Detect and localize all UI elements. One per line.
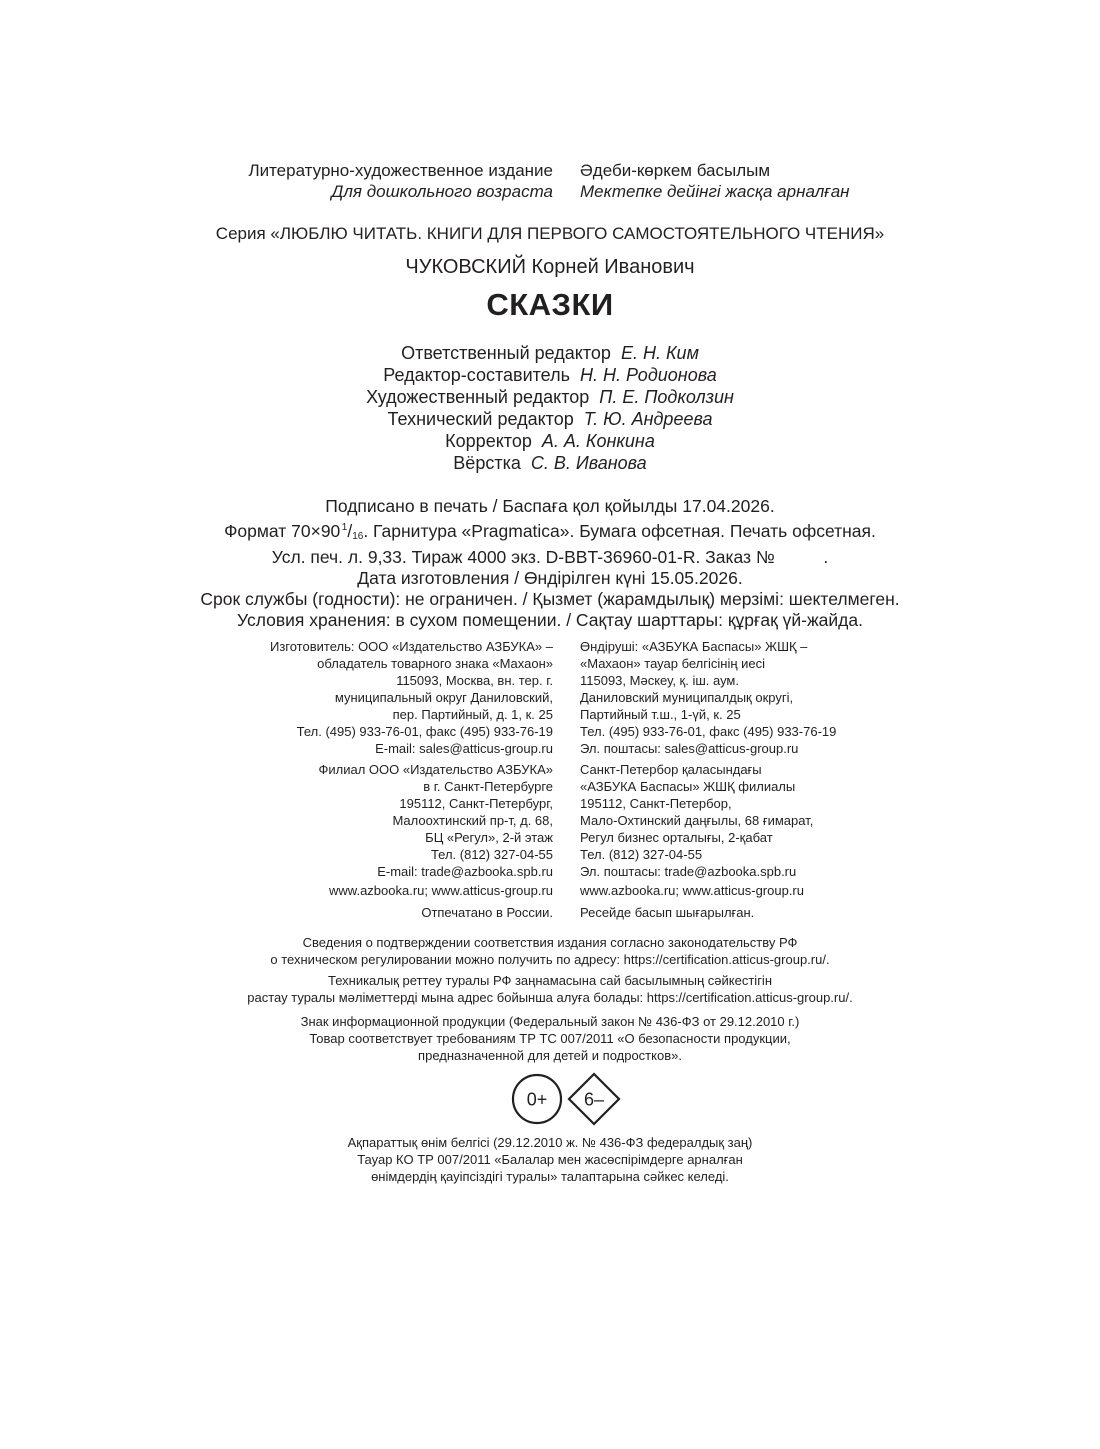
address-line: муниципальный округ Даниловский, <box>334 690 553 705</box>
age-diamond-mark <box>569 1074 619 1124</box>
age-circle-label: 0+ <box>526 1089 548 1110</box>
format-suffix: . Гарнитура «Pragmatica». Бумага офсетная. Печать офсетная. <box>363 521 876 541</box>
credit-line <box>0 364 1100 386</box>
edition-age-kz: Мектепке дейінгі жасқа арналған <box>580 182 850 201</box>
address-line: пер. Партийный, д. 1, к. 25 <box>392 707 553 722</box>
credit-name: Е. Н. Ким <box>620 343 699 363</box>
edition-type-ru <box>248 160 553 202</box>
credit-role: Художественный редактор <box>366 387 590 407</box>
address-line: Даниловский муниципалдық округі, <box>580 690 794 705</box>
credit-role: Редактор-составитель <box>383 365 570 385</box>
age-circle-mark <box>513 1075 561 1123</box>
address-line: Тел. (495) 933-76-01, факс (495) 933-76-19 <box>296 724 553 739</box>
credit-role: Вёрстка <box>453 453 521 473</box>
address-line: БЦ «Регул», 2-й этаж <box>425 830 553 845</box>
address-line: Тел. (812) 327-04-55 <box>430 847 553 862</box>
edition-type-kz <box>580 160 850 202</box>
cert-line: о техническом регулировании можно получить по адресу: https://certification.atticus-group.ru/. <box>270 952 830 967</box>
address-line: Партийный т.ш., 1-үй, к. 25 <box>580 707 741 722</box>
printed-in-ru: Отпечатано в России. <box>421 905 553 920</box>
address-line: E-mail: sales@atticus-group.ru <box>375 741 553 756</box>
address-line: 195112, Санкт-Петербор, <box>580 796 732 811</box>
certification-kz <box>0 972 1100 1006</box>
credit-line <box>0 430 1100 452</box>
storage-conditions: Условия хранения: в сухом помещении. / Сақтау шарттары: құрғақ үй-жайда. <box>237 610 863 630</box>
sheets-line: Усл. печ. л. 9,33. Тираж 4000 экз. D-BBT-36960-01-R. Заказ № . <box>271 547 829 567</box>
credit-line <box>0 386 1100 408</box>
branch-address-kz <box>580 761 813 880</box>
info-sign-ru <box>0 1013 1100 1064</box>
series-title: Серия «ЛЮБЛЮ ЧИТАТЬ. КНИГИ ДЛЯ ПЕРВОГО САМОСТОЯТЕЛЬНОГО ЧТЕНИЯ» <box>215 224 885 243</box>
credit-line <box>0 452 1100 474</box>
credit-role: Корректор <box>445 431 532 451</box>
edition-age-ru: Для дошкольного возраста <box>331 182 553 201</box>
address-line: Тел. (812) 327-04-55 <box>580 847 703 862</box>
edition-kind-kz: Әдеби-көркем басылым <box>580 161 771 180</box>
address-line: «Махаон» тауар белгісінің иесі <box>580 656 766 671</box>
maker-address-ru <box>270 638 553 757</box>
info-sign-line: өнімдердің қауіпсіздігі туралы» талаптарына сәйкес келеді. <box>371 1169 729 1184</box>
info-sign-line: Ақпараттық өнім белгісі (29.12.2010 ж. № 436-ФЗ федералдық заң) <box>347 1135 753 1150</box>
info-sign-kz <box>0 1134 1100 1185</box>
branch-address-ru <box>318 761 553 880</box>
address-line: 115093, Мәскеу, қ. іш. аум. <box>580 673 739 688</box>
address-line: в г. Санкт-Петербурге <box>423 779 553 794</box>
credit-line <box>0 408 1100 430</box>
info-sign-line: предназначенной для детей и подростков». <box>418 1048 682 1063</box>
format-line: Формат 70×90 $^1/_{16}$. Гарнитура «Pragmatica». Бумага офсетная. Печать офсетная. <box>224 521 876 542</box>
signed-to-print: Подписано в печать / Баспаға қол қойылды 17.04.2026. <box>325 496 775 516</box>
address-line: Филиал ООО «Издательство АЗБУКА» <box>318 762 553 777</box>
address-line: Эл. поштасы: trade@azbooka.spb.ru <box>580 864 797 879</box>
credit-name: А. А. Конкина <box>541 431 655 451</box>
address-line: Өндіруші: «АЗБУКА Баспасы» ЖШҚ – <box>580 639 808 654</box>
author-name: ЧУКОВСКИЙ Корней Иванович <box>405 256 695 278</box>
address-line: 115093, Москва, вн. тер. г. <box>396 673 553 688</box>
cert-line: Сведения о подтверждении соответствия издания согласно законодательству РФ <box>302 935 798 950</box>
address-line: «АЗБУКА Баспасы» ЖШҚ филиалы <box>580 779 796 794</box>
format-den: 16 <box>352 531 364 542</box>
credit-name: П. Е. Подколзин <box>599 387 734 407</box>
credit-role: Ответственный редактор <box>401 343 611 363</box>
address-line: 195112, Санкт-Петербург, <box>399 796 553 811</box>
credit-name: Т. Ю. Андреева <box>583 409 713 429</box>
certification-ru <box>0 934 1100 968</box>
credits-list <box>0 342 1100 474</box>
info-sign-line: Товар соответствует требованиям ТР ТС 007/2011 «О безопасности продукции, <box>309 1031 791 1046</box>
age-diamond-label: 6– <box>583 1089 605 1110</box>
credit-line <box>0 342 1100 364</box>
print-info <box>0 496 1100 631</box>
format-num: 1 <box>341 522 348 533</box>
credit-name: С. В. Иванова <box>530 453 647 473</box>
service-life: Срок службы (годности): не ограничен. / Қызмет (жарамдылық) мерзімі: шектелмеген. <box>200 589 900 609</box>
edition-kind-ru: Литературно-художественное издание <box>248 161 553 180</box>
web-links-kz: www.azbooka.ru; www.atticus-group.ru <box>580 883 804 898</box>
format-prefix: Формат 70×90 <box>224 521 341 541</box>
printed-in-kz: Ресейде басып шығарылған. <box>580 905 755 920</box>
maker-address-kz <box>580 638 836 757</box>
book-title: СКАЗКИ <box>486 287 614 322</box>
web-links-ru: www.azbooka.ru; www.atticus-group.ru <box>329 883 553 898</box>
credit-role: Технический редактор <box>387 409 574 429</box>
info-sign-line: Знак информационной продукции (Федеральный закон № 436-ФЗ от 29.12.2010 г.) <box>300 1014 800 1029</box>
info-sign-line: Тауар КО ТР 007/2011 «Балалар мен жасөспірімдерге арналған <box>357 1152 743 1167</box>
address-line: Малоохтинский пр-т, д. 68, <box>392 813 553 828</box>
address-line: Изготовитель: ООО «Издательство АЗБУКА» – <box>269 639 553 654</box>
address-line: Регул бизнес орталығы, 2-қабат <box>580 830 773 845</box>
made-date: Дата изготовления / Өндірілген күні 15.05.2026. <box>357 568 743 588</box>
cert-line: растау туралы мәліметтерді мына адрес бойынша алуға болады: https://certification.atticus-group.ru/. <box>247 990 853 1005</box>
age-rating-marks <box>509 1071 625 1127</box>
address-line: Санкт-Петербор қаласындағы <box>580 762 762 777</box>
credit-name: Н. Н. Родионова <box>580 365 717 385</box>
address-line: Эл. поштасы: sales@atticus-group.ru <box>580 741 799 756</box>
address-line: Тел. (495) 933-76-01, факс (495) 933-76-19 <box>580 724 837 739</box>
address-line: E-mail: trade@azbooka.spb.ru <box>377 864 553 879</box>
cert-line: Техникалық реттеу туралы РФ заңнамасына сай басылымның сәйкестігін <box>327 973 772 988</box>
address-line: обладатель товарного знака «Махаон» <box>317 656 553 671</box>
address-line: Мало-Охтинский даңғылы, 68 ғимарат, <box>580 813 814 828</box>
